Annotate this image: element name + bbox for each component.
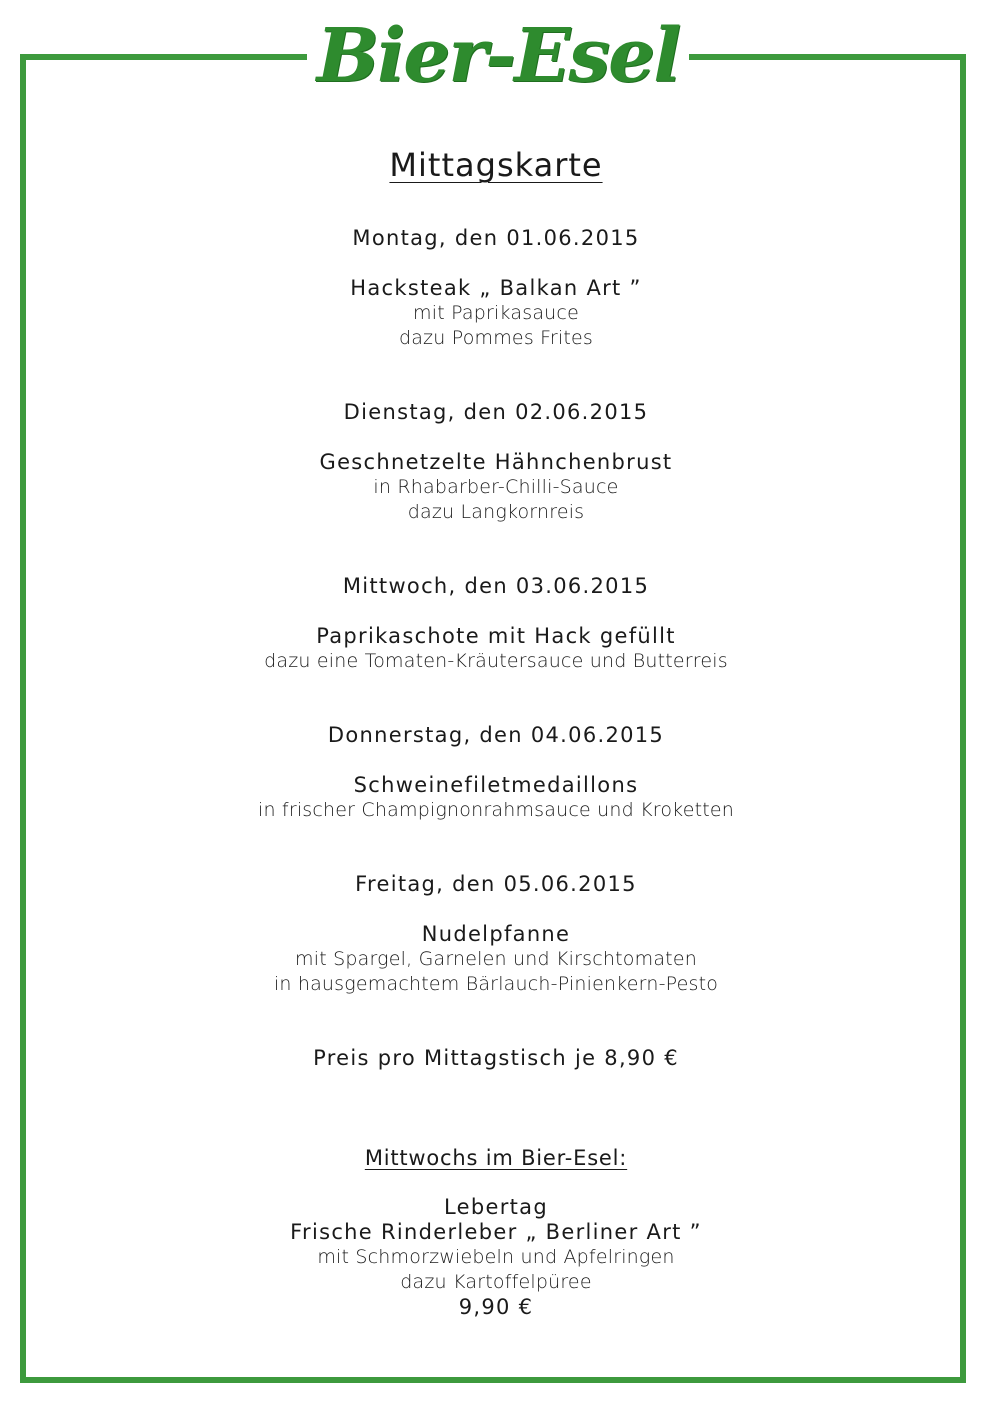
dish-desc-friday-2: in hausgemachtem Bärlauch-Pinienkern-Pesto xyxy=(273,973,719,995)
special-name: Lebertag xyxy=(444,1195,548,1219)
dish-desc-monday-2: dazu Pommes Frites xyxy=(398,327,594,349)
dish-desc-monday-1: mit Paprikasauce xyxy=(413,302,579,324)
dish-thursday: Schweinefiletmedaillons xyxy=(353,773,639,797)
special-heading xyxy=(26,1146,966,1170)
page-title xyxy=(26,146,966,184)
day-heading-wednesday: Mittwoch, den 03.06.2015 xyxy=(342,574,650,598)
dish-friday: Nudelpfanne xyxy=(421,922,571,946)
special-heading-text: Mittwochs im Bier-Esel: xyxy=(364,1146,628,1170)
dish-monday: Hacksteak „ Balkan Art ” xyxy=(350,276,642,300)
dish-desc-tuesday-2: dazu Langkornreis xyxy=(407,501,585,523)
dish-tuesday: Geschnetzelte Hähnchenbrust xyxy=(319,450,673,474)
dish-wednesday: Paprikaschote mit Hack gefüllt xyxy=(316,624,676,648)
page-title-text: Mittagskarte xyxy=(389,146,603,184)
price-note: Preis pro Mittagstisch je 8,90 € xyxy=(313,1046,679,1070)
day-heading-thursday: Donnerstag, den 04.06.2015 xyxy=(327,723,665,747)
special-desc-2: dazu Kartoffelpüree xyxy=(400,1271,592,1293)
dish-desc-friday-1: mit Spargel, Garnelen und Kirschtomaten xyxy=(295,948,697,970)
green-border-frame xyxy=(20,54,966,1383)
dish-desc-wednesday-1: dazu eine Tomaten-Kräutersauce und Butterreis xyxy=(264,650,728,672)
dish-desc-thursday-1: in frischer Champignonrahmsauce und Kroketten xyxy=(257,799,735,821)
day-heading-friday: Freitag, den 05.06.2015 xyxy=(355,872,637,896)
brand-logo: Bier-Esel xyxy=(316,13,680,99)
day-heading-monday: Montag, den 01.06.2015 xyxy=(352,226,640,250)
dish-desc-tuesday-1: in Rhabarber-Chilli-Sauce xyxy=(373,476,619,498)
special-desc-1: mit Schmorzwiebeln und Apfelringen xyxy=(317,1246,675,1268)
special-price: 9,90 € xyxy=(458,1295,534,1319)
day-heading-tuesday: Dienstag, den 02.06.2015 xyxy=(343,400,649,424)
special-dish: Frische Rinderleber „ Berliner Art ” xyxy=(290,1220,702,1244)
